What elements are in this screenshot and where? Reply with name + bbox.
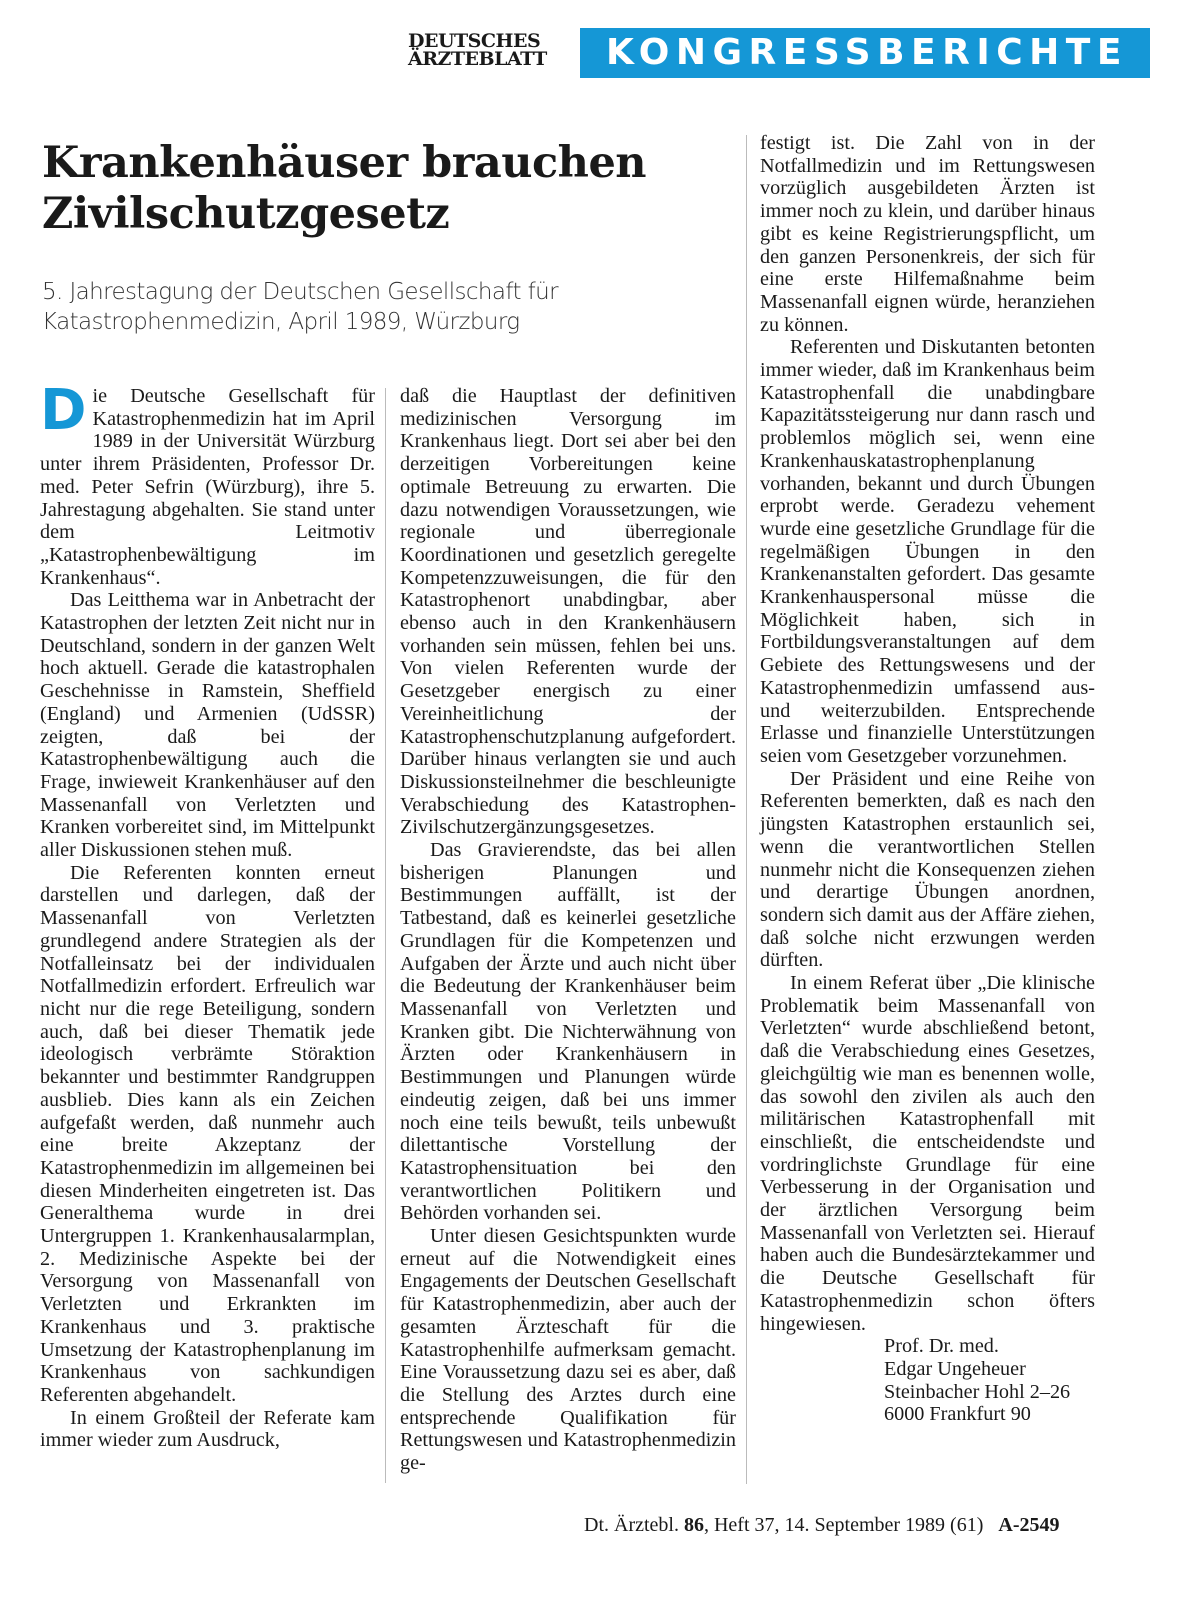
masthead-line2: ÄRZTEBLATT	[408, 48, 547, 70]
article-subtitle: 5. Jahrestagung der Deutschen Gesellschaft für Katastrophenmedizin, April 1989, Würzburg	[42, 279, 558, 335]
section-banner: KONGRESSBERICHTE	[580, 28, 1150, 78]
author-signature	[884, 1335, 1095, 1426]
paragraph	[40, 378, 375, 589]
paragraph: In einem Referat über „Die klinische Problematik beim Massenanfall von Verletzten“ wurde abschließend betont, daß die Verabschiedung eines Gesetzes, gleichgültig wie man es benennen wolle, das sowohl den zivilen als auch den militärischen Katastrophenfall mit einschließt, die entscheidendste und vordringlichste Grundlage für eine Verbesserung in der Organisation und der ärztlichen Versorgung beim Massenanfall von Verletzten sei. Hierauf haben auch die Bundesärztekammer und die Deutsche Gesellschaft für Katastrophenmedizin schon öfters hingewiesen.	[760, 972, 1095, 1335]
footer-issue: , Heft 37, 14. September 1989 (61)	[703, 1514, 984, 1536]
author-street: Steinbacher Hohl 2–26	[884, 1380, 1071, 1403]
text-column-2	[400, 385, 736, 1475]
paragraph: In einem Großteil der Referate kam immer wieder zum Ausdruck,	[40, 1406, 375, 1452]
journal-masthead	[408, 32, 578, 68]
column-divider	[385, 388, 386, 1483]
text-column-3	[760, 132, 1095, 1426]
paragraph: Die Referenten konnten erneut darstellen und darlegen, daß der Massenanfall von Verletzten grundlegend andere Strategien als der Notfalleinsatz bei der individualen Notfallmedizin erfordert. Erfreulich war nicht nur die rege Beteiligung, sondern auch, daß bei dieser Thematik jede ideologisch verbrämte Störaktion bekannter und bestimmter Randgruppen ausblieb. Dies kann als ein Zeichen aufgefaßt werden, daß nunmehr auch eine breite Akzeptanz der Katastrophenmedizin im allgemeinen bei diesen Minderheiten eingetreten ist. Das Generalthema wurde in drei Untergruppen 1. Krankenhausalarmplan, 2. Medizinische Aspekte bei der Versorgung von Massenanfall von Verletzten und Erkrankten im Krankenhaus und 3. praktische Umsetzung der Katastrophenplanung im Krankenhaus von sachkundigen Referenten abgehandelt.	[40, 861, 375, 1406]
drop-cap: D	[40, 378, 87, 443]
text-column-1	[40, 378, 375, 1452]
author-city: 6000 Frankfurt 90	[884, 1403, 1031, 1426]
article-title: Krankenhäuser brauchen Zivilschutzgesetz	[42, 138, 647, 239]
column-divider	[746, 135, 747, 1484]
paragraph: Referenten und Diskutanten betonten immer wieder, daß im Krankenhaus beim Katastrophenfall die unabdingbare Kapazitätssteigerung nur dann rasch und problemlos möglich sei, wenn eine Krankenhauskatastrophenplanung vorhanden, bekannt und durch Übungen erprobt werde. Geradezu vehement wurde eine gesetzliche Grundlage für die regelmäßigen Übungen in den Krankenanstalten gefordert. Das gesamte Krankenhauspersonal müsse die Möglichkeit haben, sich in Fortbildungsveranstaltungen auf dem Gebiete des Rettungswesens und der Katastrophenmedizin umfassend aus- und weiterzubilden. Entsprechende Erlasse und finanzielle Unterstützungen seien vom Gesetzgeber vorzunehmen.	[760, 336, 1095, 767]
paragraph: Der Präsident und eine Reihe von Referenten bemerkten, daß es nach den jüngsten Katastrophen erstaunlich sei, wenn die verantwortlichen Stellen nunmehr nicht die Konsequenzen ziehen und derartige Übungen anordnen, sondern sich damit aus der Affäre ziehen, daß solche nicht erzwungen werden dürften.	[760, 767, 1095, 972]
author-title: Prof. Dr. med.	[884, 1335, 999, 1358]
paragraph: Das Gravierendste, das bei allen bisherigen Planungen und Bestimmungen auffällt, ist der Tatbestand, daß es keinerlei gesetzliche Grundlagen für die Kompetenzen und Aufgaben der Ärzte und auch nicht über die Bedeutung der Krankenhäuser beim Massenanfall von Verletzten und Kranken gibt. Die Nichterwähnung von Ärzten oder Krankenhäusern in Bestimmungen und Planungen würde eindeutig zeigen, daß bei uns immer noch eine teils bewußt, teils unbewußt dilettantische Vorstellung der Katastrophensituation bei den verantwortlichen Politikern und Behörden vorhanden sei.	[400, 839, 736, 1225]
footer-page-number: A-2549	[998, 1514, 1060, 1536]
author-name: Edgar Ungeheuer	[884, 1357, 1026, 1380]
page-footer	[584, 1514, 1094, 1537]
paragraph-text: ie Deutsche Gesellschaft für Katastrophenmedizin hat im April 1989 in der Universität Würzburg unter ihrem Präsidenten, Professor Dr. med. Peter Sefrin (Würzburg), ihre 5. Jahrestagung abgehalten. Sie stand unter dem Leitmotiv „Katastrophenbewältigung im Krankenhaus“.	[40, 385, 375, 589]
masthead-line1: DEUTSCHES	[408, 30, 541, 52]
paragraph: daß die Hauptlast der definitiven medizinischen Versorgung im Krankenhaus liegt. Dort sei aber bei den derzeitigen Vorbereitungen keine optimale Betreuung zu erwarten. Die dazu notwendigen Voraussetzungen, wie regionale und überregionale Koordinationen und gesetzlich geregelte Kompetenzzuweisungen, die für den Katastrophenort unabdingbar, aber ebenso auch in den Krankenhäusern vorhanden sein müssen, fehlen bei uns. Von vielen Referenten wurde der Gesetzgeber energisch zu einer Vereinheitlichung der Katastrophenschutzplanung aufgefordert. Darüber hinaus verlangten sie und auch Diskussionsteilnehmer die beschleunigte Verabschiedung des Katastrophen-Zivilschutzergänzungsgesetzes.	[400, 385, 736, 839]
paragraph: festigt ist. Die Zahl von in der Notfallmedizin und im Rettungswesen vorzüglich ausgebildeten Ärzten ist immer noch zu klein, und darüber hinaus gibt es keine Registrierungspflicht, um den ganzen Personenkreis, der sich für eine erste Hilfemaßnahme beim Massenanfall eignen würde, heranziehen zu können.	[760, 132, 1095, 336]
paragraph: Das Leitthema war in Anbetracht der Katastrophen der letzten Zeit nicht nur in Deutschland, sondern in der ganzen Welt hoch aktuell. Gerade die katastrophalen Geschehnisse in Ramstein, Sheffield (England) und Armenien (UdSSR) zeigten, daß bei der Katastrophenbewältigung auch die Frage, inwieweit Krankenhäuser auf den Massenanfall von Verletzten und Kranken vorbereitet sind, im Mittelpunkt aller Diskussionen stehen muß.	[40, 589, 375, 862]
footer-volume: 86	[683, 1514, 704, 1536]
paragraph: Unter diesen Gesichtspunkten wurde erneut auf die Notwendigkeit eines Engagements der Deutschen Gesellschaft für Katastrophenmedizin, aber auch der gesamten Ärzteschaft für die Katastrophenhilfe aufmerksam gemacht. Eine Voraussetzung dazu sei es aber, daß die Stellung des Arztes durch eine entsprechende Qualifikation für Rettungswesen und Katastrophenmedizin ge-	[400, 1225, 736, 1475]
footer-journal: Dt. Ärztebl.	[584, 1514, 679, 1536]
